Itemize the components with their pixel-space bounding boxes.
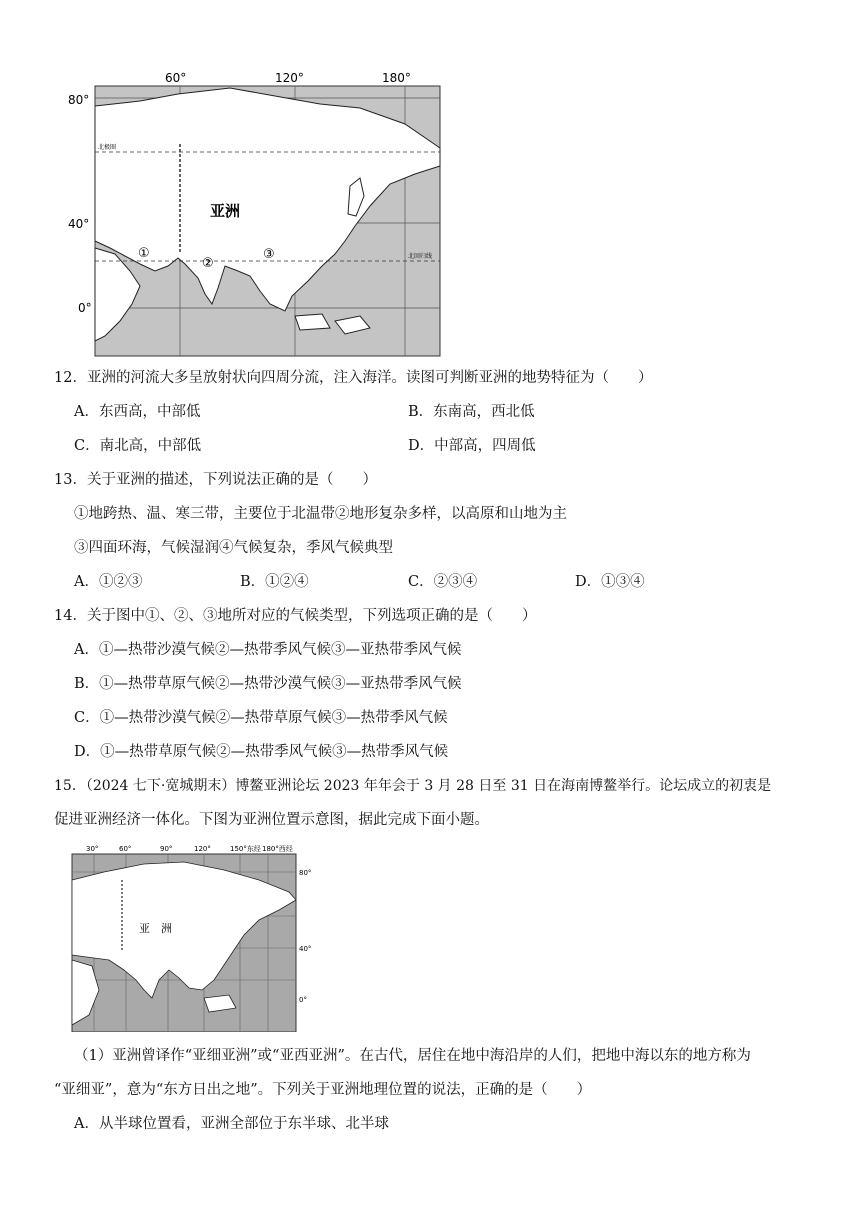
lon-label: 60° (165, 71, 187, 85)
question-15-stem-line-1: 15．（2024 七下·宽城期末）博鳌亚洲论坛 2023 年年会于 3 月 28 日至 31 日在海南博鳌举行。论坛成立的初衷是 (54, 778, 772, 794)
q12-option-c[interactable]: C．南北高，中部低 (74, 438, 202, 454)
marker-2: ② (202, 256, 214, 271)
asia-location-map (64, 840, 320, 1032)
lat-label: 40° (68, 217, 90, 231)
q13-option-d[interactable]: D．①③④ (575, 574, 645, 590)
lon-label: 60° (119, 845, 132, 853)
q14-option-c[interactable]: C．①—热带沙漠气候②—热带草原气候③—热带季风气候 (74, 710, 448, 726)
asia-climate-map (60, 66, 450, 358)
lon-label: 120° (194, 845, 211, 853)
arctic-circle-label: 北极圈 (98, 144, 117, 151)
tropic-cancer-label: 北回归线 (408, 253, 433, 260)
lon-label: 180°西经 (262, 845, 293, 853)
lon-label: 180° (382, 71, 411, 85)
lat-label: 40° (299, 945, 312, 953)
q14-option-d[interactable]: D．①—热带草原气候②—热带季风气候③—热带季风气候 (74, 744, 449, 760)
q12-option-a[interactable]: A．东西高，中部低 (74, 404, 201, 420)
continent-label: 亚洲 (210, 202, 241, 220)
marker-1: ① (138, 246, 150, 261)
q13-statement-line-2: ③四面环海，气候湿润④气候复杂，季风气候典型 (74, 540, 393, 556)
lat-label: 0° (78, 301, 92, 315)
q15-sub1-option-a[interactable]: A．从半球位置看，亚洲全部位于东半球、北半球 (74, 1116, 389, 1132)
continent-label: 亚 洲 (139, 922, 172, 935)
q15-sub1-line-1: （1）亚洲曾译作“亚细亚洲”或“亚西亚洲”。在古代，居住在地中海沿岸的人们，把地中海以东的地方称为 (74, 1048, 751, 1064)
q12-option-d[interactable]: D．中部高，四周低 (408, 438, 536, 454)
lon-label: 30° (86, 845, 99, 853)
lat-label: 80° (68, 93, 90, 107)
lon-label: 120° (275, 71, 304, 85)
lat-label: 0° (299, 996, 307, 1004)
question-14-stem: 14．关于图中①、②、③地所对应的气候类型，下列选项正确的是（ ） (54, 608, 537, 624)
question-13-stem: 13．关于亚洲的描述，下列说法正确的是（ ） (54, 472, 377, 488)
question-15-stem-line-2: 促进亚洲经济一体化。下图为亚洲位置示意图，据此完成下面小题。 (54, 812, 489, 828)
question-12-stem: 12．亚洲的河流大多呈放射状向四周分流，注入海洋。读图可判断亚洲的地势特征为（ ） (54, 370, 653, 386)
q13-statement-line-1: ①地跨热、温、寒三带，主要位于北温带②地形复杂多样，以高原和山地为主 (74, 506, 567, 522)
q14-option-b[interactable]: B．①—热带草原气候②—热带沙漠气候③—亚热带季风气候 (74, 676, 462, 692)
q13-option-b[interactable]: B．①②④ (240, 574, 309, 590)
q15-sub1-line-2: “亚细亚”，意为“东方日出之地”。下列关于亚洲地理位置的说法，正确的是（ ） (54, 1082, 592, 1098)
marker-3: ③ (263, 247, 275, 262)
q14-option-a[interactable]: A．①—热带沙漠气候②—热带季风气候③—亚热带季风气候 (74, 642, 462, 658)
lon-label: 150°东经 (230, 845, 261, 853)
lon-label: 90° (160, 845, 173, 853)
q13-option-a[interactable]: A．①②③ (74, 574, 143, 590)
lat-label: 80° (299, 869, 312, 877)
q12-option-b[interactable]: B．东南高，西北低 (408, 404, 535, 420)
q13-option-c[interactable]: C．②③④ (408, 574, 478, 590)
